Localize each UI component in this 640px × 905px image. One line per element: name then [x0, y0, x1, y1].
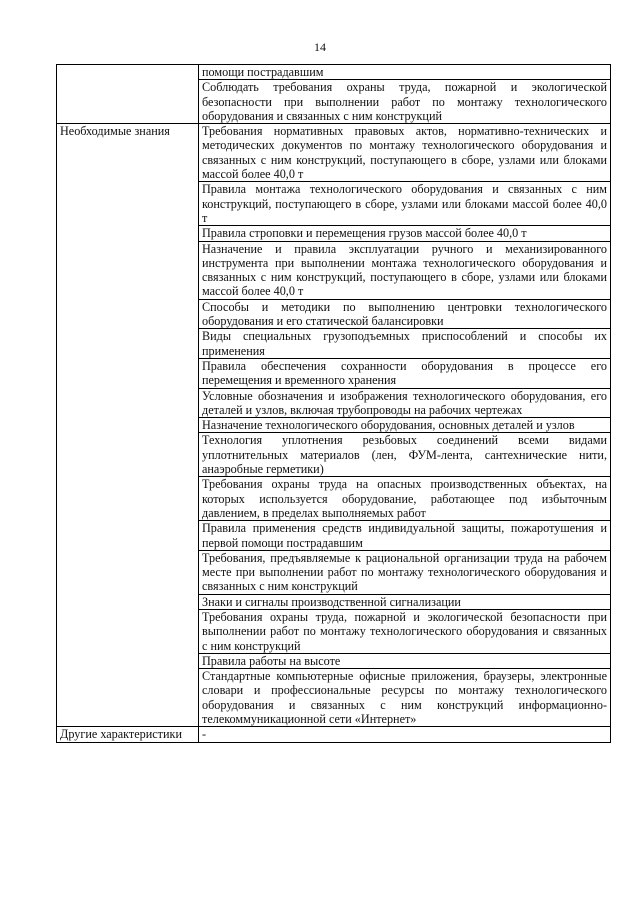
- table-cell: Правила применения средств индивидуальной защиты, пожаротушения и первой помощи пострадавшим: [199, 521, 611, 551]
- table-cell: Соблюдать требования охраны труда, пожарной и экологической безопасности при выполнении работ по монтажу технологического оборудования и связанных с ним конструкций: [199, 80, 611, 124]
- table-cell: Требования, предъявляемые к рациональной организации труда на рабочем месте при выполнении работ по монтажу технологического оборудования и связанных с ним конструкций: [199, 550, 611, 594]
- page-number: 14: [314, 40, 326, 54]
- table-cell: Требования нормативных правовых актов, нормативно-технических и методических документов по монтажу технологического оборудования и связанных с ним конструкций, поступающего в сборе, узлами или блоками массой более 40,0 т: [199, 124, 611, 182]
- table-cell: Способы и методики по выполнению центровки технологического оборудования и его статической балансировки: [199, 299, 611, 329]
- empty-label-cell: [57, 65, 199, 124]
- table-cell: Условные обозначения и изображения технологического оборудования, его деталей и узлов, включая трубопроводы на рабочих чертежах: [199, 388, 611, 418]
- table-cell: Назначение и правила эксплуатации ручного и механизированного инструмента при выполнении монтажа технологического оборудования и связанных с ним конструкций, поступающего в сборе, узлами или блоками массой более 40,0 т: [199, 241, 611, 299]
- table-row: [57, 65, 611, 80]
- table-cell: Виды специальных грузоподъемных приспособлений и способы их применения: [199, 329, 611, 359]
- table-cell: Технология уплотнения резьбовых соединений всеми видами уплотнительных материалов (лен, ФУМ-лента, сантехнические нити, анаэробные герметики): [199, 433, 611, 477]
- table-cell: помощи пострадавшим: [199, 65, 611, 80]
- table-row: [57, 727, 611, 742]
- table-cell: Правила обеспечения сохранности оборудования в процессе его перемещения и временного хранения: [199, 358, 611, 388]
- table-cell: Правила монтажа технологического оборудования и связанных с ним конструкций, поступающего в сборе, узлами или блоками массой более 40,0 т: [199, 182, 611, 226]
- table-cell: Требования охраны труда на опасных производственных объектах, на которых используется оборудование, работающее под избыточным давлением, в пределах выполняемых работ: [199, 477, 611, 521]
- table-cell: Правила работы на высоте: [199, 653, 611, 668]
- table-cell: Требования охраны труда, пожарной и экологической безопасности при выполнении работ по монтажу технологического оборудования и связанных с ним конструкций: [199, 609, 611, 653]
- other-characteristics-label: Другие характеристики: [57, 727, 199, 742]
- table-cell: Назначение технологического оборудования, основных деталей и узлов: [199, 418, 611, 433]
- other-characteristics-value: -: [199, 727, 611, 742]
- table-row: [57, 124, 611, 182]
- requirements-table: [56, 64, 611, 743]
- table-cell: Знаки и сигналы производственной сигнализации: [199, 594, 611, 609]
- table-cell: Правила строповки и перемещения грузов массой более 40,0 т: [199, 226, 611, 241]
- table-cell: Стандартные компьютерные офисные приложения, браузеры, электронные словари и профессиональные ресурсы по монтажу технологического оборудования и связанных с ним конструкций информационно-телекоммуникационной сети «Интернет»: [199, 669, 611, 727]
- knowledge-label: Необходимые знания: [57, 124, 199, 727]
